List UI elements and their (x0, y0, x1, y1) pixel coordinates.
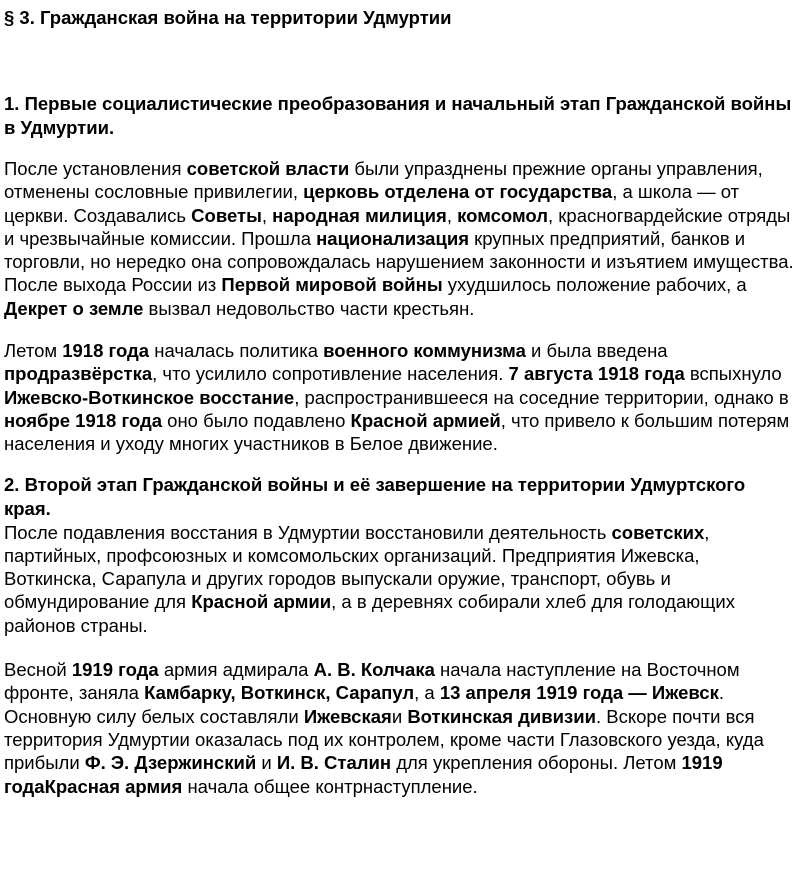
bold-term: Красной армией (350, 409, 501, 431)
bold-term: комсомол (457, 204, 549, 226)
bold-term: 13 апреля 1919 года — Ижевск (439, 682, 719, 704)
text-run: начала общее контрнаступление. (182, 775, 478, 797)
text-run: . Вскоре почти вся территория Удмуртии оказалась под их контролем, кроме части Глазовского уезда, куда прибыли (4, 705, 764, 774)
bold-term: Воткинская дивизии (407, 705, 596, 727)
text-run: , (446, 204, 458, 226)
bold-term: Красная армия (44, 775, 183, 797)
text-run: , а школа — от церкви. Создавались (4, 181, 740, 226)
text-run: , а (414, 682, 440, 704)
text-run: были упразднены прежние органы управления, отменены сословные привилегии, (4, 158, 763, 203)
bold-term: продразвёрстка (4, 363, 153, 385)
bold-term: А. В. Колчака (313, 659, 435, 681)
bold-term: 7 августа 1918 года (508, 363, 685, 385)
text-run: , (261, 204, 273, 226)
section-heading: 2. Второй этап Гражданской войны и её завершение на территории Удмуртского края. (4, 473, 746, 519)
text-run: начала наступление на Восточном фронте, заняла (4, 659, 740, 704)
section-heading: 1. Первые социалистические преобразования и начальный этап Гражданской войны в Удмуртии. (4, 93, 792, 138)
bold-term: Ижевско-Воткинское восстание (4, 386, 295, 408)
bold-term: церковь отделена от государства (303, 181, 613, 203)
bold-term: Красной армии (191, 591, 332, 613)
bold-term: Камбарку, Воткинск, Сарапул (144, 682, 415, 704)
bold-term: ноябре 1918 года (4, 409, 163, 431)
text-run: , а в деревнях собирали хлеб для голодающих районов страны. (4, 591, 735, 636)
page-title: § 3. Гражданская война на территории Удмуртии (4, 7, 452, 28)
bold-term: Первой мировой войны (221, 274, 443, 296)
text-run: , что привело к большим потерям населения и уходу многих участников в Белое движение. (4, 409, 790, 455)
text-run: ухудшилось положение рабочих, а (442, 274, 747, 296)
text-run: и (256, 752, 277, 774)
paragraph (4, 521, 796, 637)
bold-term: 1919 года (71, 659, 159, 681)
text-run: вызвал недовольство части крестьян. (143, 297, 475, 319)
bold-term: И. В. Сталин (276, 752, 392, 774)
text-run: крупных предприятий, банков и торговли, но нередко она сопровождалась нарушением законности и изъятием имущества. После выхода России из (4, 227, 794, 296)
text-run: , распространившееся на соседние территории, однако в (294, 386, 789, 408)
bold-term: 1919 года (4, 752, 723, 797)
bold-term: советских (611, 521, 705, 543)
text-run: После установления (4, 158, 187, 179)
paragraph (4, 339, 796, 455)
bold-term: народная милиция (272, 204, 447, 226)
text-run: армия адмирала (158, 659, 314, 681)
text-run: После подавления восстания в Удмуртии восстановили деятельность (4, 521, 612, 543)
bold-term: национализация (316, 227, 470, 249)
text-run: Весной (4, 659, 72, 681)
text-run: . Основную силу белых составляли (4, 682, 724, 727)
bold-term: советской власти (186, 158, 350, 179)
text-run: , что усилило сопротивление населения. (152, 363, 509, 385)
text-run: и (391, 705, 408, 727)
text-run: , партийных, профсоюзных и комсомольских организаций. Предприятия Ижевска, Воткинска, Сарапула и других городов выпускали оружие, транспорт, обувь и обмундирование для (4, 521, 710, 613)
bold-term: Ижевская (303, 705, 392, 727)
bold-term: Декрет о земле (4, 297, 144, 319)
bold-term: Ф. Э. Дзержинский (84, 752, 257, 774)
paragraph (4, 658, 796, 798)
text-run: и была введена (525, 340, 668, 362)
text-run: Летом (4, 340, 63, 362)
bold-term: 1918 года (62, 340, 150, 362)
text-run: оно было подавлено (162, 409, 351, 431)
paragraph (4, 157, 796, 320)
bold-term: Советы (191, 204, 262, 226)
bold-term: военного коммунизма (323, 340, 526, 362)
text-run: вспыхнуло (684, 363, 782, 385)
text-run: началась политика (149, 340, 324, 362)
text-run: , красногвардейские отряды и чрезвычайные комиссии. Прошла (4, 204, 791, 249)
text-run: для укрепления обороны. Летом (391, 752, 682, 774)
